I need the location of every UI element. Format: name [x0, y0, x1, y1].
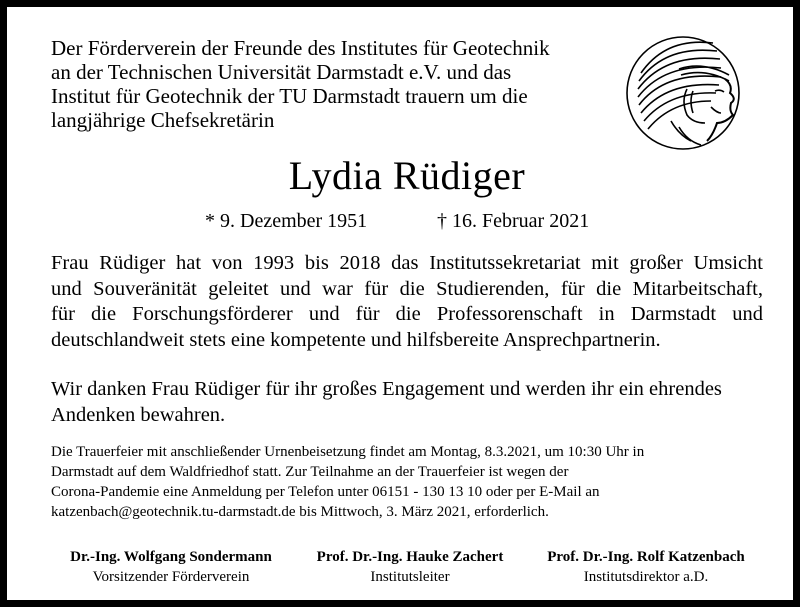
- athena-head-logo-icon: [621, 31, 751, 161]
- intro-line: an der Technischen Universität Darmstadt e.V. und das: [51, 60, 512, 84]
- intro-line: langjährige Chefsekretärin: [51, 108, 275, 132]
- signatory-role: Institutsdirektor a.D.: [583, 569, 709, 585]
- death-date: † 16. Februar 2021: [437, 210, 590, 232]
- intro-text: [51, 36, 611, 132]
- tribute-line: für die Forschungsförderer und für die Professorenschaft in Darmstadt und: [51, 303, 763, 325]
- tribute-line: deutschlandweit stets eine kompetente und hilfsbereite Ansprechpartnerin.: [51, 328, 661, 351]
- signatory-name: Prof. Dr.-Ing. Hauke Zachert: [316, 549, 504, 565]
- funeral-notice: [51, 442, 763, 522]
- signatory-role: Institutsleiter: [370, 569, 450, 585]
- deceased-name: Lydia Rüdiger: [288, 153, 526, 198]
- thanks-paragraph: [51, 377, 763, 428]
- signatory: [51, 547, 291, 587]
- intro-line: Der Förderverein der Freunde des Institutes für Geotechnik: [51, 36, 550, 60]
- notice-line: Darmstadt auf dem Waldfriedhof statt. Zur Teilnahme an der Trauerfeier ist wegen der: [51, 464, 569, 480]
- signatory-role: Vorsitzender Förderverein: [92, 569, 250, 585]
- notice-line: Die Trauerfeier mit anschließender Urnenbeisetzung findet am Montag, 8.3.2021, um 10:30 Uhr in: [51, 444, 645, 460]
- thanks-line: Wir danken Frau Rüdiger für ihr großes Engagement und werden ihr ein ehrendes: [51, 378, 722, 400]
- intro-line: Institut für Geotechnik der TU Darmstadt trauern um die: [51, 84, 528, 108]
- tribute-line: Frau Rüdiger hat von 1993 bis 2018 das Institutssekretariat mit großer Umsicht: [51, 252, 763, 274]
- signatory: [527, 547, 765, 587]
- notice-line: katzenbach@geotechnik.tu-darmstadt.de bis Mittwoch, 3. März 2021, erforderlich.: [51, 504, 549, 520]
- notice-line: Corona-Pandemie eine Anmeldung per Telefon unter 06151 - 130 13 10 oder per E-Mail an: [51, 484, 600, 500]
- signatory: [297, 547, 523, 587]
- thanks-line: Andenken bewahren.: [51, 403, 226, 426]
- tribute-paragraph: [51, 251, 763, 353]
- tribute-line: und Souveränität geleitet und war für die Studierenden, für die Mitarbeitschaft,: [51, 277, 763, 300]
- signatory-name: Dr.-Ing. Wolfgang Sondermann: [70, 549, 272, 565]
- birth-date: * 9. Dezember 1951: [205, 210, 368, 232]
- signatory-name: Prof. Dr.-Ing. Rolf Katzenbach: [547, 549, 745, 565]
